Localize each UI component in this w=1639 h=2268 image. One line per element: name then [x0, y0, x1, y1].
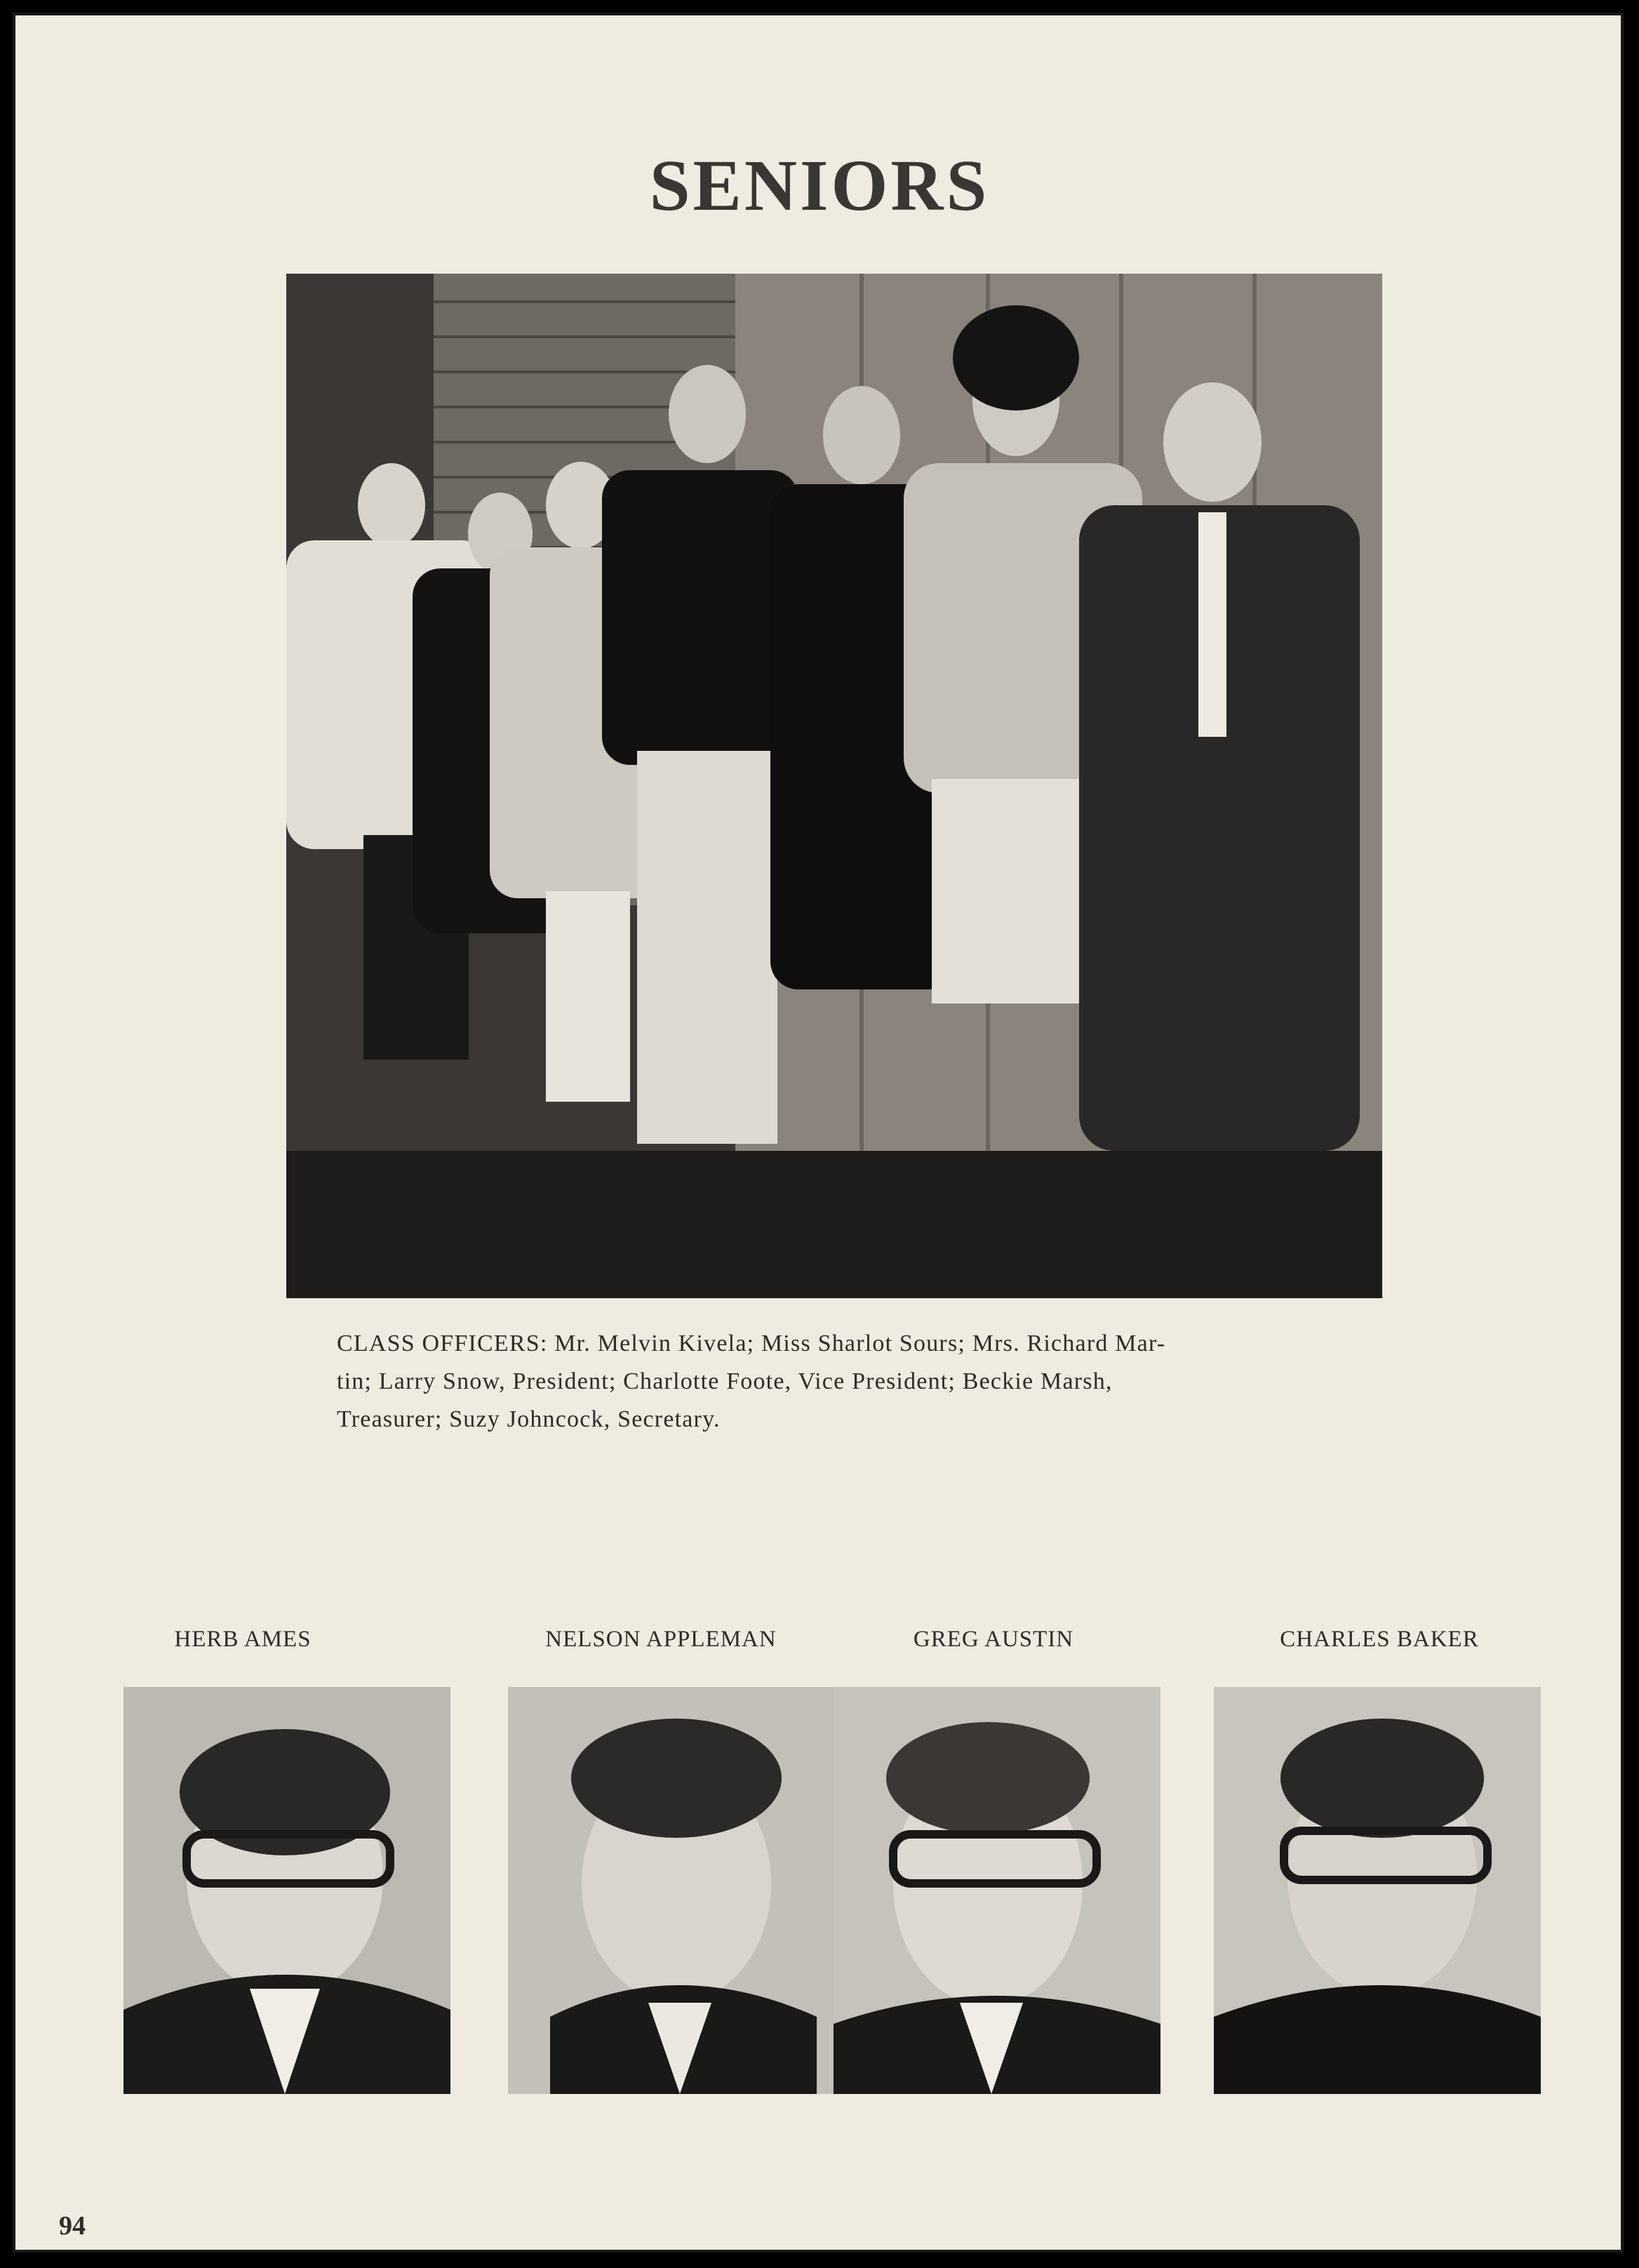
group-photo-caption: [337, 1325, 1319, 1439]
page-number: 94: [59, 2211, 86, 2241]
caption-line: Treasurer; Suzy Johncock, Secretary.: [337, 1406, 721, 1432]
portrait-name: GREG AUSTIN: [913, 1627, 1074, 1652]
caption-line: CLASS OFFICERS: Mr. Melvin Kivela; Miss Sharlot Sours; Mrs. Richard Mar-: [337, 1330, 1166, 1356]
portrait-name: CHARLES BAKER: [1280, 1627, 1479, 1652]
class-officers-photo: [286, 274, 1382, 1298]
portrait-photo: [508, 1687, 834, 2094]
portrait-name: NELSON APPLEMAN: [545, 1627, 777, 1652]
portrait-photo: [1214, 1687, 1541, 2094]
portrait-photo: [834, 1687, 1160, 2094]
portrait-name: HERB AMES: [174, 1627, 312, 1652]
portrait-photo: [123, 1687, 450, 2094]
class-officers-photo-image: [286, 274, 1382, 1298]
caption-line: tin; Larry Snow, President; Charlotte Foote, Vice President; Beckie Marsh,: [337, 1368, 1113, 1394]
page-title: SENIORS: [649, 145, 990, 226]
